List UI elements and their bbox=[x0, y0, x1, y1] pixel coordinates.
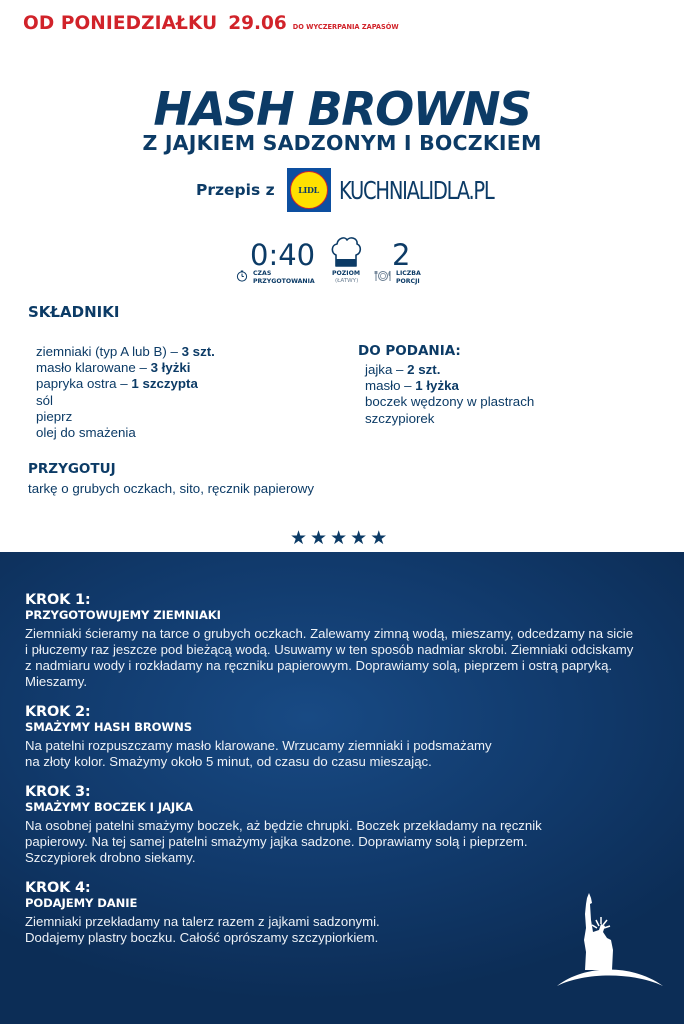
serving-list bbox=[365, 362, 534, 427]
prep-time-label-1: CZAS bbox=[253, 270, 272, 277]
plate-cutlery-icon bbox=[374, 270, 392, 282]
step-number: KROK 1: bbox=[25, 592, 91, 608]
step-4 bbox=[25, 880, 380, 946]
level-value: (ŁATWY) bbox=[335, 278, 359, 284]
prepare-heading: PRZYGOTUJ bbox=[28, 461, 116, 477]
ingredient-item: sól bbox=[36, 392, 53, 408]
star-icon: ★ bbox=[290, 528, 308, 549]
step-2 bbox=[25, 704, 492, 770]
star-icon: ★ bbox=[330, 528, 348, 549]
step-body: Ziemniaki ścieramy na tarce o grubych oczkach. Zalewamy zimną wodą, mieszamy, odcedzamy na sicie i płuczemy raz jeszcze pod bieżącą wodą. Usuwamy w ten sposób nadmiar skrobi. Ziemniaki odciskamy z nadmiaru wody i rozkładamy na ręczniku papierowym. Doprawiamy solą, pieprzem i ostrą papryką. Mieszamy. bbox=[25, 626, 634, 689]
step-title: PRZYGOTOWUJEMY ZIEMNIAKI bbox=[25, 608, 221, 622]
lidl-logo-text: LIDL bbox=[298, 185, 319, 195]
serving-item: boczek wędzony w plastrach bbox=[365, 394, 535, 410]
chef-hat-icon bbox=[330, 235, 362, 269]
serving-heading: DO PODANIA: bbox=[358, 343, 461, 359]
step-body: Ziemniaki przekładamy na talerz razem z jajkami sadzonymi. Dodajemy plastry boczku. Całość oprószamy szczypiorkiem. bbox=[25, 914, 380, 945]
ingredient-item: papryka ostra – 1 szczypta bbox=[36, 376, 198, 392]
portions-label-1: LICZBA bbox=[396, 270, 421, 277]
level-label: POZIOM bbox=[332, 270, 361, 277]
step-body: Na osobnej patelni smażymy boczek, aż będzie chrupki. Boczek przekładamy na ręcznik papierowy. Na tej samej patelni smażymy jajka sadzone. Doprawiamy solą i pieprzem. Szczypiorek drobno siekamy. bbox=[25, 818, 542, 865]
source-prefix: Przepis z bbox=[196, 181, 275, 199]
serving-item: szczypiorek bbox=[365, 410, 435, 426]
step-title: SMAŻYMY HASH BROWNS bbox=[25, 720, 192, 734]
step-number: KROK 3: bbox=[25, 784, 91, 800]
star-icon: ★ bbox=[310, 528, 328, 549]
star-icon: ★ bbox=[370, 528, 388, 549]
prep-time-label-2: PRZYGOTOWANIA bbox=[253, 277, 315, 285]
rating-stars bbox=[290, 529, 387, 549]
step-1 bbox=[25, 592, 633, 690]
recipe-title: HASH BROWNS bbox=[153, 82, 531, 136]
step-body: Na patelni rozpuszczamy masło klarowane. Wrzucamy ziemniaki i podsmażamy na złoty kolor. Smażymy około 5 minut, od czasu do czasu mieszając. bbox=[25, 738, 492, 769]
promo-date: 29.06 bbox=[228, 13, 287, 34]
promo-lead: OD PONIEDZIAŁKU bbox=[23, 13, 218, 34]
statue-of-liberty-icon bbox=[555, 890, 665, 990]
serving-item: jajka – 2 szt. bbox=[365, 362, 441, 377]
recipe-subtitle: Z JAJKIEM SADZONYM I BOCZKIEM bbox=[142, 131, 542, 155]
recipe-source bbox=[196, 168, 537, 212]
promo-banner bbox=[23, 13, 399, 34]
clock-icon bbox=[236, 270, 248, 282]
ingredients-list bbox=[36, 344, 215, 441]
ingredient-item: masło klarowane – 3 łyżki bbox=[36, 360, 191, 376]
step-title: PODAJEMY DANIE bbox=[25, 896, 138, 910]
prep-time-value: 0:40 bbox=[250, 238, 316, 272]
ingredient-item: olej do smażenia bbox=[36, 425, 136, 441]
star-icon: ★ bbox=[350, 528, 368, 549]
portions-label-2: PORCJI bbox=[396, 277, 420, 285]
step-3 bbox=[25, 784, 542, 866]
source-site-link[interactable]: KUCHNIALIDLA.PL bbox=[338, 175, 494, 205]
step-number: KROK 2: bbox=[25, 704, 91, 720]
step-number: KROK 4: bbox=[25, 880, 91, 896]
lidl-logo bbox=[287, 168, 331, 212]
serving-item: masło – 1 łyżka bbox=[365, 378, 459, 394]
ingredient-item: ziemniaki (typ A lub B) – 3 szt. bbox=[36, 344, 215, 359]
prepare-text: tarkę o grubych oczkach, sito, ręcznik papierowy bbox=[28, 481, 315, 496]
ingredient-item: pieprz bbox=[36, 408, 73, 424]
recipe-stats bbox=[0, 234, 684, 290]
promo-note: DO WYCZERPANIA ZAPASÓW bbox=[292, 23, 399, 31]
portions-value: 2 bbox=[392, 238, 411, 272]
step-title: SMAŻYMY BOCZEK I JAJKA bbox=[25, 800, 193, 814]
ingredients-heading: SKŁADNIKI bbox=[28, 303, 120, 321]
